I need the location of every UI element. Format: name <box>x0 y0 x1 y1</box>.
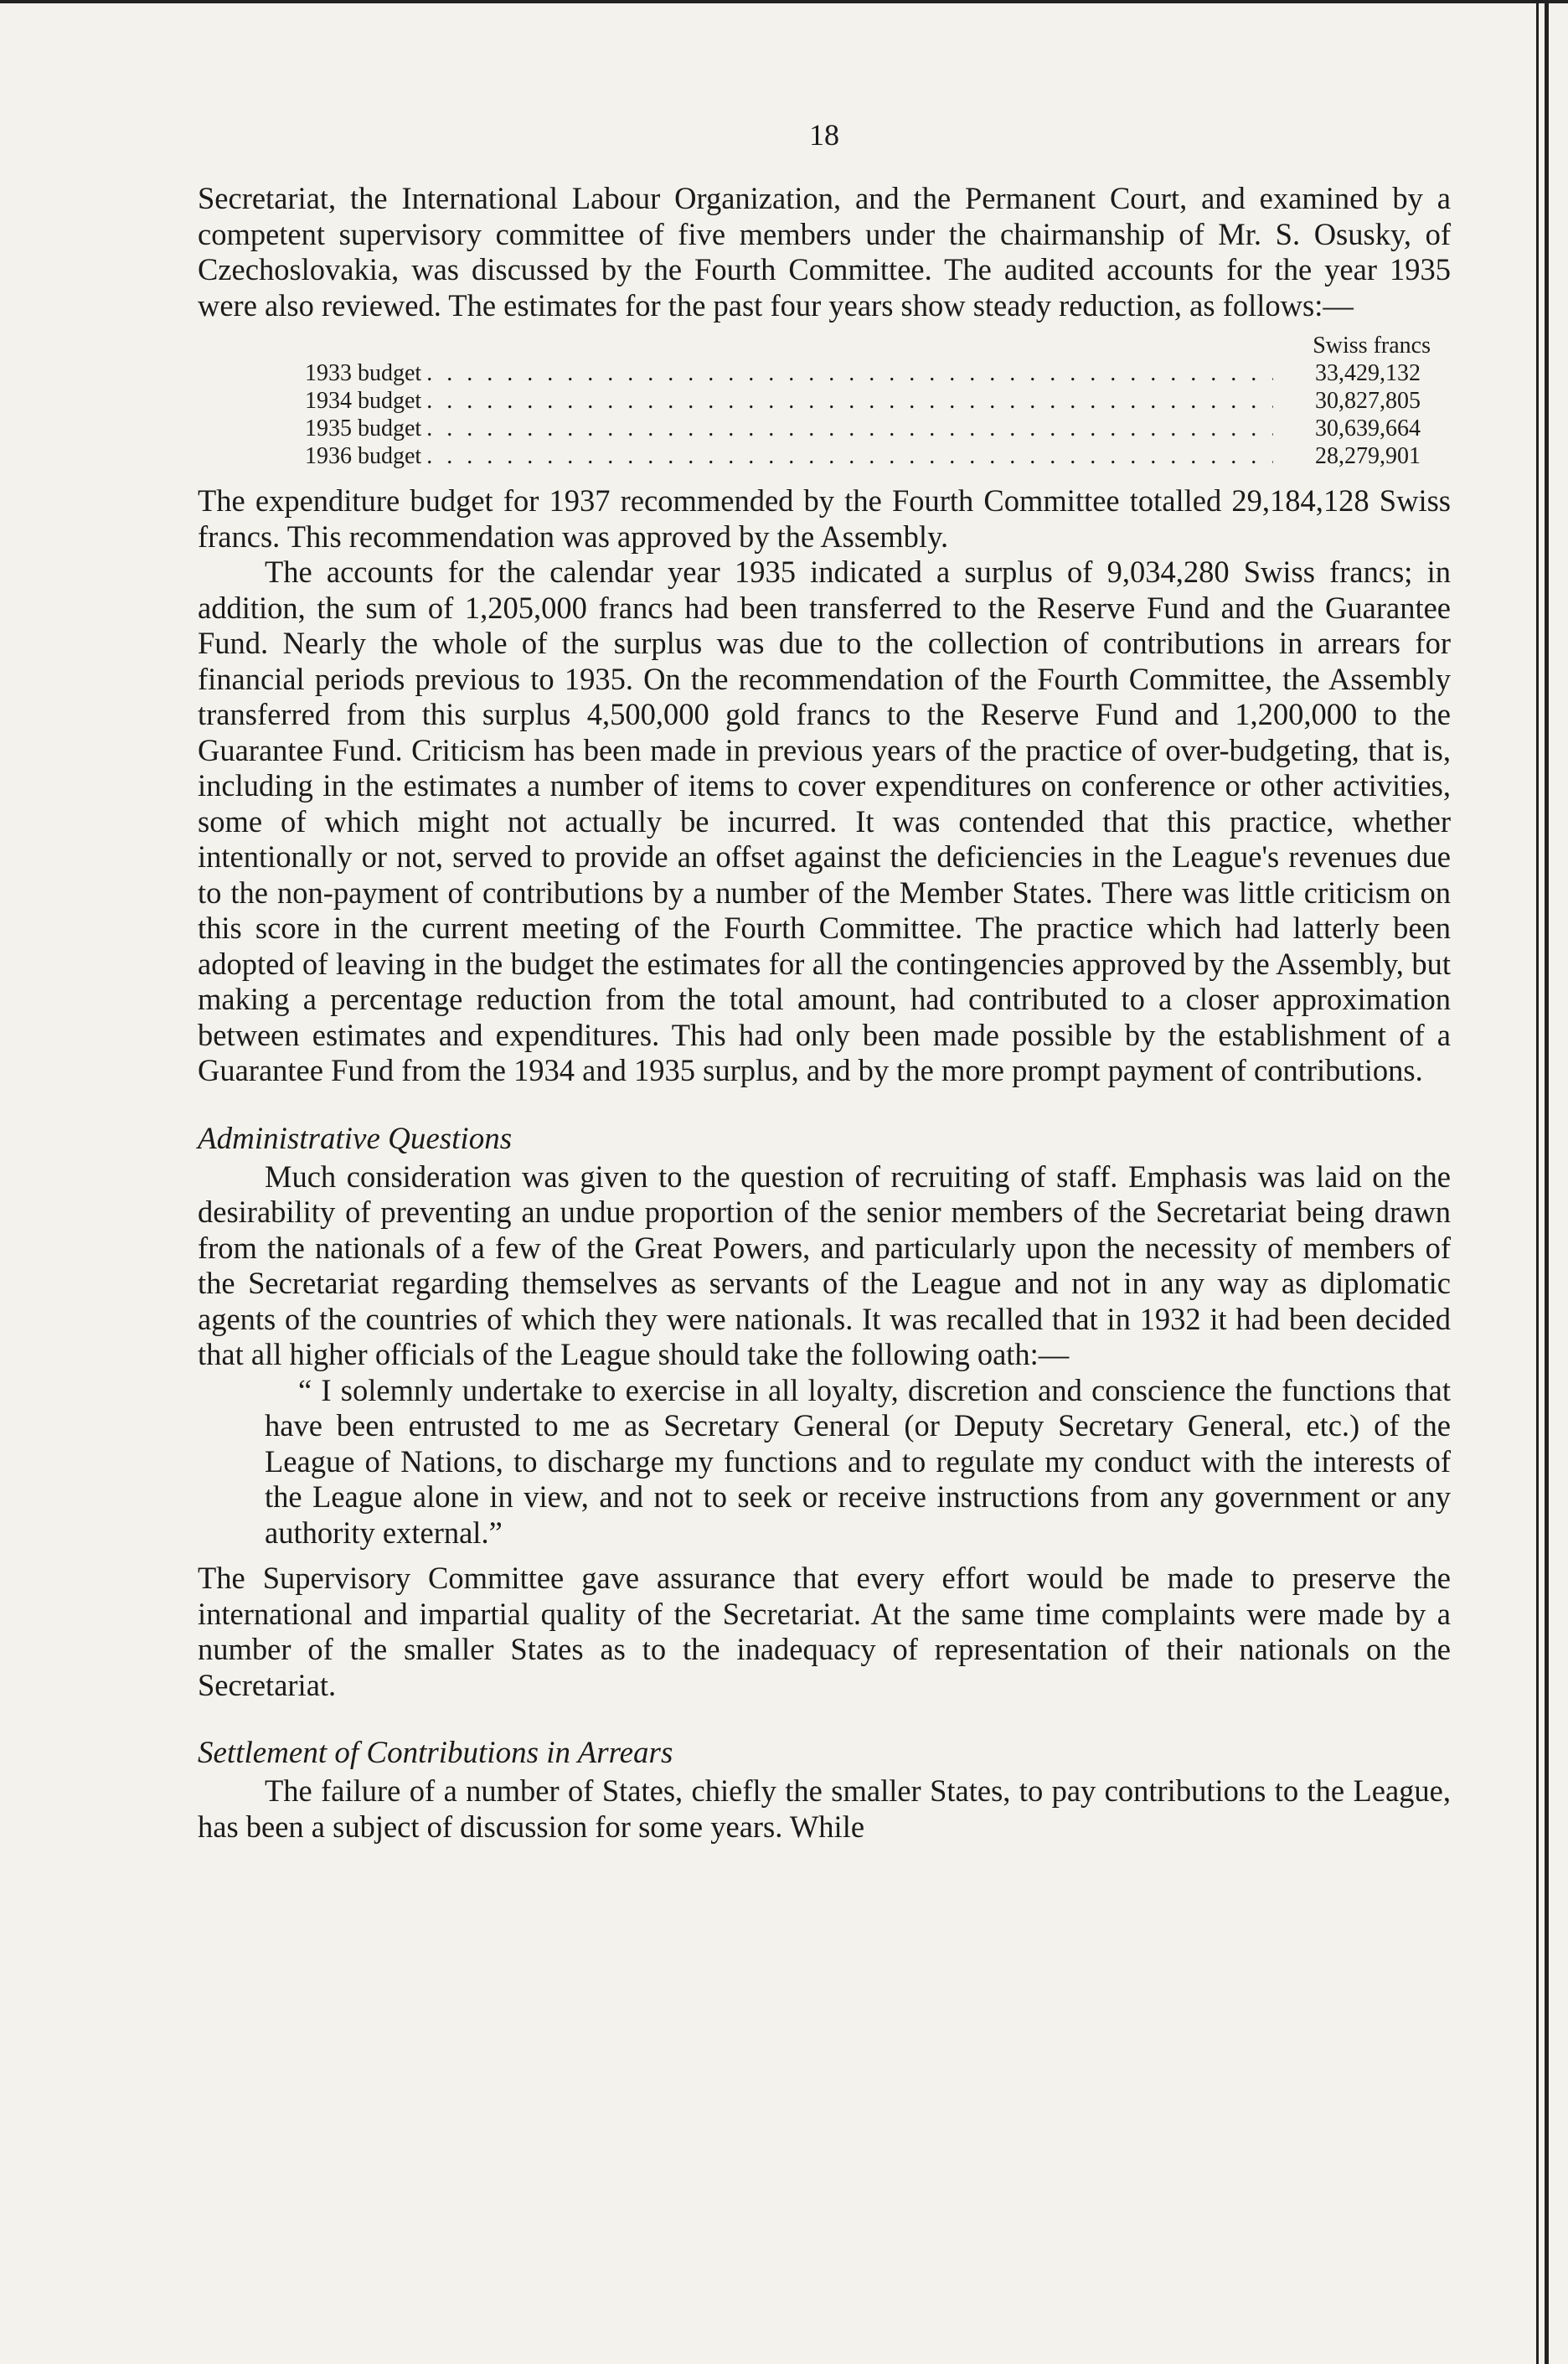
budget-row-amount: 33,429,132 <box>1315 360 1421 386</box>
budget-table <box>198 332 1451 470</box>
budget-table-header <box>198 332 1451 359</box>
leader-dots <box>426 387 1273 415</box>
budget-row-label: 1933 budget <box>305 360 422 386</box>
budget-row <box>198 387 1451 415</box>
leader-dots <box>426 442 1273 470</box>
budget-row-label: 1935 budget <box>305 416 422 441</box>
paragraph-administrative: Much consideration was given to the question of recruiting of staff. Emphasis was laid on the desirability of preventing an undue proportion of the senior members of the Secretariat being drawn from the nationals of a few of the Great Powers, and particularly upon the necessity of members of the Secretariat regarding themselves as servants of the League and not in any way as diplomatic agents of the countries of which they were nationals. It was recalled that in 1932 it had been decided that all higher officials of the League should take the following oath:— <box>198 1159 1451 1371</box>
currency-header: Swiss francs <box>1313 333 1431 359</box>
paragraph-intro: Secretariat, the International Labour Organization, and the Permanent Court, and examined by a competent supervisory committee of five members under the chairmanship of Mr. S. Osusky, of Czechoslovakia, was discussed by the Fourth Committee. The audited accounts for the year 1935 were also reviewed. The estimates for the past four years show steady reduction, as follows:— <box>198 181 1451 323</box>
budget-row-label: 1934 budget <box>305 388 422 414</box>
oath-text: “ I solemnly undertake to exercise in all loyalty, discretion and conscience the functions that have been entrusted to me as Secretary General (or Deputy Secretary General, etc.) of the League of Nations, to discharge my functions and to regulate my conduct with the interests of the League alone in view, and not to seek or receive instructions from any government or any authority external.” <box>265 1372 1451 1550</box>
budget-row-amount: 30,827,805 <box>1315 388 1421 414</box>
budget-row <box>198 359 1451 387</box>
paragraph-supervisory: The Supervisory Committee gave assurance that every effort would be made to preserve the international and impartial quality of the Secretariat. At the same time complaints were made by a number of the smaller States as to the inadequacy of representation of their nationals on the Secretariat. <box>198 1561 1451 1702</box>
leader-dots <box>426 359 1273 387</box>
section-heading-administrative: Administrative Questions <box>198 1121 513 1156</box>
budget-row-label: 1936 budget <box>305 443 422 469</box>
page-edge-line <box>1545 0 1549 2364</box>
paragraph-arrears: The failure of a number of States, chiefly the smaller States, to pay contributions to the League, has been a subject of discussion for some years. While <box>198 1773 1451 1844</box>
paragraph-expenditure: The expenditure budget for 1937 recommended by the Fourth Committee totalled 29,184,128 Swiss francs. This recommendation was approved by the Assembly. <box>198 483 1451 554</box>
page-edge-line <box>1536 0 1539 2364</box>
paragraph-accounts: The accounts for the calendar year 1935 indicated a surplus of 9,034,280 Swiss francs; in addition, the sum of 1,205,000 francs had been transferred to the Reserve Fund and the Guarantee Fund. Nearly the whole of the surplus was due to the collection of contributions in arrears for financial periods previous to 1935. On the recommendation of the Fourth Committee, the Assembly transferred from this surplus 4,500,000 gold francs to the Reserve Fund and 1,200,000 to the Guarantee Fund. Criticism has been made in previous years of the practice of over-budgeting, that is, including in the estimates a number of items to cover expenditures on conference or other activities, some of which might not actually be incurred. It was contended that this practice, whether intentionally or not, served to provide an offset against the deficiencies in the League's revenues due to the non-payment of contributions by a number of the Member States. There was little criticism on this score in the current meeting of the Fourth Committee. The practice which had latterly been adopted of leaving in the budget the estimates for all the contingencies approved by the Assembly, but making a percentage reduction from the total amount, had contributed to a closer approximation between estimates and expenditures. This had only been made possible by the establishment of a Guarantee Fund from the 1934 and 1935 surplus, and by the more prompt payment of contributions. <box>198 555 1451 1087</box>
budget-row <box>198 442 1451 470</box>
budget-row <box>198 415 1451 442</box>
document-page <box>198 117 1451 1845</box>
oath-blockquote <box>265 1373 1451 1551</box>
section-heading-arrears: Settlement of Contributions in Arrears <box>198 1736 673 1770</box>
budget-row-amount: 30,639,664 <box>1315 416 1421 441</box>
budget-row-amount: 28,279,901 <box>1315 443 1421 469</box>
top-border-rule <box>0 0 1568 3</box>
leader-dots <box>426 415 1273 442</box>
page-number: 18 <box>809 118 839 152</box>
